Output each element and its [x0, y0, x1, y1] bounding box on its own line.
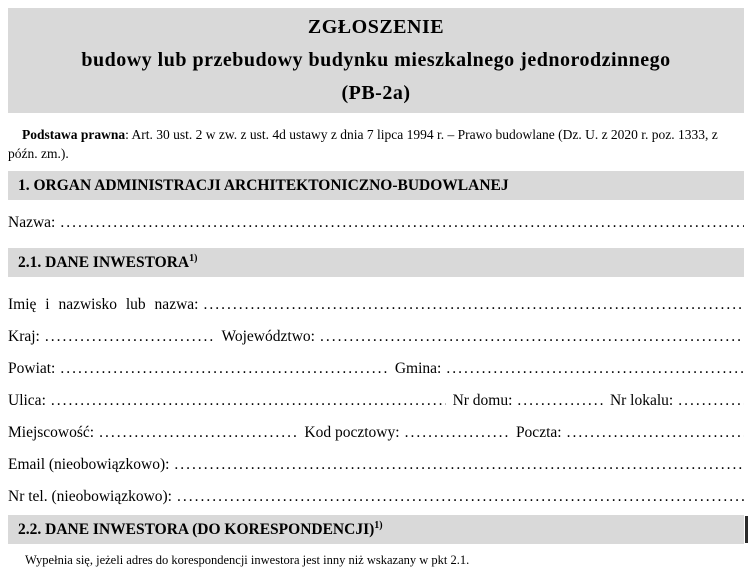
nr-domu-input-line[interactable] — [512, 385, 603, 417]
investor-fields — [0, 289, 750, 513]
imie-input-line[interactable] — [198, 289, 744, 321]
poczta-input-line[interactable] — [562, 417, 744, 449]
field-label-email: Email (nieobowiązkowo): — [8, 456, 170, 473]
section-1-header — [8, 171, 744, 200]
powiat-input-line[interactable] — [55, 353, 387, 385]
section-22-footnote-ref: 1) — [374, 519, 383, 531]
nr-lokalu-input-line[interactable] — [673, 385, 744, 417]
field-label-imie: Imię i nazwisko lub nazwa: — [8, 296, 199, 313]
document-page — [0, 8, 750, 581]
legal-basis-label: Podstawa prawna — [22, 127, 126, 142]
gmina-input-line[interactable] — [441, 353, 744, 385]
section-21-footnote-ref: 1) — [189, 252, 198, 264]
wojewodztwo-input-line[interactable] — [315, 321, 744, 353]
field-row-kraj-wojewodztwo — [8, 321, 744, 353]
ulica-input-line[interactable] — [46, 385, 446, 417]
legal-basis — [8, 125, 742, 163]
text-cursor-artifact — [745, 516, 748, 543]
field-label-ulica: Ulica: — [8, 392, 46, 409]
field-row-miejscowosc-kod-poczta — [8, 417, 744, 449]
field-label-miejscowosc: Miejscowość: — [8, 424, 95, 441]
nazwa-input-line[interactable] — [55, 207, 744, 239]
field-label-powiat: Powiat: — [8, 360, 56, 377]
miejscowosc-input-line[interactable] — [94, 417, 297, 449]
legal-basis-text: : Art. 30 ust. 2 w zw. z ust. 4d ustawy z dnia 7 lipca 1994 r. – Prawo budowlane (Dz. U. z 2020 r. poz. 1333, z późn. zm.). — [8, 127, 718, 161]
field-row-nazwa — [8, 207, 744, 239]
field-label-nr-domu: Nr domu: — [452, 392, 513, 409]
form-header — [8, 8, 744, 113]
field-label-kraj: Kraj: — [8, 328, 40, 345]
field-label-kod-pocztowy: Kod pocztowy: — [304, 424, 400, 441]
field-row-imie — [8, 289, 744, 321]
field-label-wojewodztwo: Województwo: — [221, 328, 315, 345]
kod-pocztowy-input-line[interactable] — [400, 417, 509, 449]
section-22-header — [8, 515, 744, 544]
email-input-line[interactable] — [169, 449, 744, 481]
section-21-title: 2.1. DANE INWESTORA — [18, 254, 190, 271]
field-row-nr-tel — [8, 481, 744, 513]
form-title: ZGŁOSZENIE — [307, 16, 445, 38]
field-label-gmina: Gmina: — [394, 360, 442, 377]
form-code: (PB-2a) — [341, 82, 411, 104]
field-label-nr-tel: Nr tel. (nieobowiązkowo): — [8, 488, 172, 505]
nr-tel-input-line[interactable] — [172, 481, 744, 513]
field-row-powiat-gmina — [8, 353, 744, 385]
kraj-input-line[interactable] — [40, 321, 215, 353]
section-22-note: Wypełnia się, jeżeli adres do korespondencji inwestora jest inny niż wskazany w pkt 2.1. — [25, 553, 470, 567]
section-22-title: 2.2. DANE INWESTORA (DO KORESPONDENCJI) — [18, 521, 375, 538]
field-label-poczta: Poczta: — [515, 424, 562, 441]
section-21-header — [8, 248, 744, 277]
field-label-nazwa: Nazwa: — [8, 214, 56, 231]
field-row-ulica-nrdomu-nrlokalu — [8, 385, 744, 417]
section-1-title: 1. ORGAN ADMINISTRACJI ARCHITEKTONICZNO-BUDOWLANEJ — [18, 177, 509, 194]
form-subtitle: budowy lub przebudowy budynku mieszkalnego jednorodzinnego — [81, 49, 671, 71]
field-label-nr-lokalu: Nr lokalu: — [609, 392, 674, 409]
field-row-email — [8, 449, 744, 481]
